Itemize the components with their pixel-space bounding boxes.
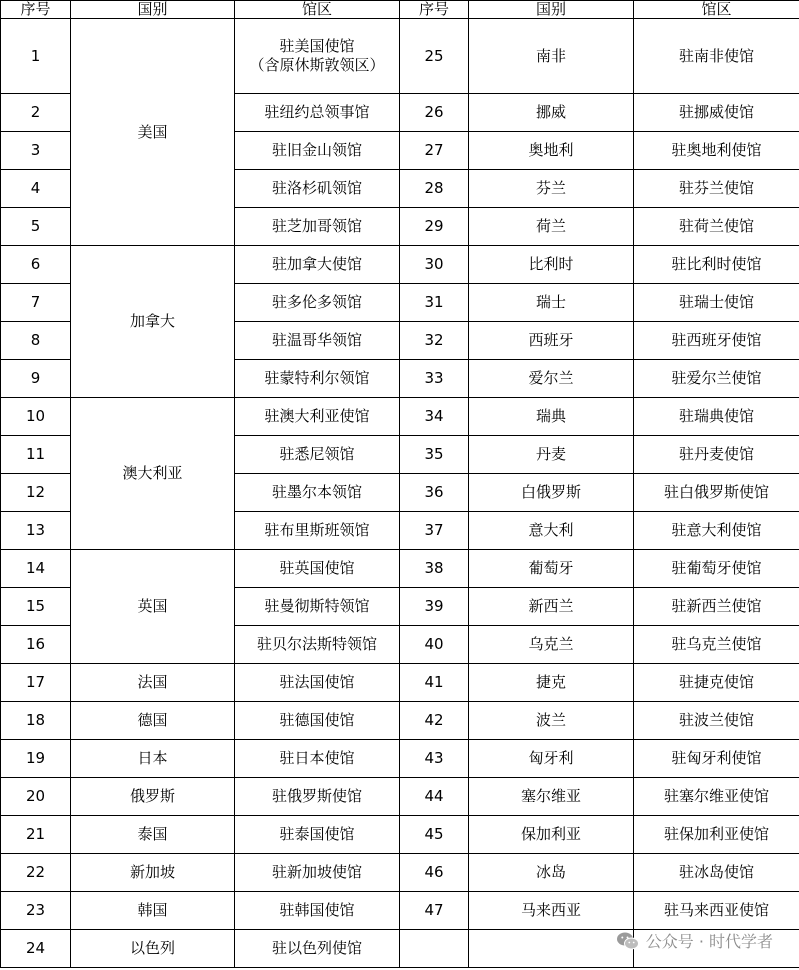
row-number: 45 [400,816,469,854]
mission-cell: 驻曼彻斯特领馆 [235,588,400,626]
row-number: 10 [1,398,71,436]
country-cell: 奥地利 [469,132,634,170]
row-number: 21 [1,816,71,854]
row-number: 11 [1,436,71,474]
mission-cell: 驻以色列使馆 [235,930,400,968]
mission-cell: 驻洛杉矶领馆 [235,170,400,208]
header-no-right: 序号 [400,1,469,19]
country-cell: 荷兰 [469,208,634,246]
table-row [1,778,799,816]
row-number: 22 [1,854,71,892]
country-cell: 新西兰 [469,588,634,626]
row-number: 3 [1,132,71,170]
mission-cell: 驻南非使馆 [634,19,799,94]
row-number: 5 [1,208,71,246]
row-number: 36 [400,474,469,512]
country-cell: 爱尔兰 [469,360,634,398]
country-cell: 塞尔维亚 [469,778,634,816]
mission-cell: 驻加拿大使馆 [235,246,400,284]
row-number: 27 [400,132,469,170]
mission-cell: 驻韩国使馆 [235,892,400,930]
mission-cell: 驻蒙特利尔领馆 [235,360,400,398]
row-number: 47 [400,892,469,930]
row-number: 19 [1,740,71,778]
wechat-icon [616,931,640,951]
mission-cell: 驻澳大利亚使馆 [235,398,400,436]
row-number: 35 [400,436,469,474]
table-row [1,892,799,930]
row-number: 44 [400,778,469,816]
header-mission-left: 馆区 [235,1,400,19]
country-cell: 日本 [71,740,235,778]
header-country-left: 国别 [71,1,235,19]
country-cell: 白俄罗斯 [469,474,634,512]
mission-cell: 驻冰岛使馆 [634,854,799,892]
country-cell: 比利时 [469,246,634,284]
row-number: 2 [1,94,71,132]
country-cell: 冰岛 [469,854,634,892]
country-cell: 马来西亚 [469,892,634,930]
table-row [1,854,799,892]
row-number: 17 [1,664,71,702]
mission-cell: 驻纽约总领事馆 [235,94,400,132]
table-row [1,664,799,702]
mission-cell: 驻悉尼领馆 [235,436,400,474]
country-cell: 俄罗斯 [71,778,235,816]
row-number: 15 [1,588,71,626]
mission-cell: 驻旧金山领馆 [235,132,400,170]
mission-cell: 驻丹麦使馆 [634,436,799,474]
mission-note: （含原休斯敦领区） [249,56,385,74]
mission-cell: 驻西班牙使馆 [634,322,799,360]
country-cell: 葡萄牙 [469,550,634,588]
row-number: 46 [400,854,469,892]
table-row [1,246,799,284]
country-cell: 挪威 [469,94,634,132]
header-no-left: 序号 [1,1,71,19]
mission-cell: 驻波兰使馆 [634,702,799,740]
row-number: 20 [1,778,71,816]
country-cell: 芬兰 [469,170,634,208]
mission-cell: 驻芬兰使馆 [634,170,799,208]
table-row [1,816,799,854]
mission-cell: 驻奥地利使馆 [634,132,799,170]
row-number: 9 [1,360,71,398]
row-number: 33 [400,360,469,398]
country-cell: 瑞典 [469,398,634,436]
table-row [1,19,799,94]
mission-cell: 驻马来西亚使馆 [634,892,799,930]
row-number: 29 [400,208,469,246]
mission-cell [235,19,400,94]
country-cell-merged: 加拿大 [71,246,235,398]
mission-cell: 驻葡萄牙使馆 [634,550,799,588]
mission-cell: 驻白俄罗斯使馆 [634,474,799,512]
mission-cell: 驻瑞士使馆 [634,284,799,322]
row-number: 32 [400,322,469,360]
row-number: 16 [1,626,71,664]
row-number: 25 [400,19,469,94]
country-cell: 匈牙利 [469,740,634,778]
row-number: 43 [400,740,469,778]
row-number [400,930,469,968]
mission-cell: 驻挪威使馆 [634,94,799,132]
country-cell [469,930,634,968]
mission-cell: 驻俄罗斯使馆 [235,778,400,816]
country-cell-merged: 英国 [71,550,235,664]
row-number: 41 [400,664,469,702]
country-cell: 德国 [71,702,235,740]
row-number: 40 [400,626,469,664]
row-number: 4 [1,170,71,208]
row-number: 6 [1,246,71,284]
watermark [616,929,773,952]
row-number: 24 [1,930,71,968]
mission-cell: 驻芝加哥领馆 [235,208,400,246]
row-number: 39 [400,588,469,626]
table-row [1,550,799,588]
row-number: 31 [400,284,469,322]
row-number: 14 [1,550,71,588]
watermark-text: 公众号 · 时代学者 [645,932,773,951]
mission-cell: 驻新加坡使馆 [235,854,400,892]
row-number: 13 [1,512,71,550]
row-number: 37 [400,512,469,550]
mission-cell: 驻德国使馆 [235,702,400,740]
mission-cell: 驻泰国使馆 [235,816,400,854]
country-cell: 乌克兰 [469,626,634,664]
table-row [1,398,799,436]
country-cell-merged: 美国 [71,19,235,246]
row-number: 34 [400,398,469,436]
row-number: 38 [400,550,469,588]
mission-cell: 驻比利时使馆 [634,246,799,284]
mission-cell: 驻保加利亚使馆 [634,816,799,854]
country-cell: 新加坡 [71,854,235,892]
country-cell: 西班牙 [469,322,634,360]
mission-cell: 驻温哥华领馆 [235,322,400,360]
row-number: 23 [1,892,71,930]
row-number: 42 [400,702,469,740]
mission-cell: 驻荷兰使馆 [634,208,799,246]
mission-cell: 驻新西兰使馆 [634,588,799,626]
mission-cell: 驻爱尔兰使馆 [634,360,799,398]
table-header-row [1,1,799,19]
mission-cell: 驻意大利使馆 [634,512,799,550]
country-cell: 以色列 [71,930,235,968]
country-cell: 丹麦 [469,436,634,474]
row-number: 1 [1,19,71,94]
country-cell: 法国 [71,664,235,702]
mission-cell: 驻匈牙利使馆 [634,740,799,778]
country-cell: 泰国 [71,816,235,854]
mission-cell: 驻墨尔本领馆 [235,474,400,512]
row-number: 7 [1,284,71,322]
country-cell: 瑞士 [469,284,634,322]
header-country-right: 国别 [469,1,634,19]
row-number: 18 [1,702,71,740]
country-cell: 韩国 [71,892,235,930]
row-number: 8 [1,322,71,360]
mission-cell: 驻日本使馆 [235,740,400,778]
mission-cell: 驻法国使馆 [235,664,400,702]
mission-cell: 驻多伦多领馆 [235,284,400,322]
mission-cell: 驻英国使馆 [235,550,400,588]
row-number: 28 [400,170,469,208]
country-cell: 捷克 [469,664,634,702]
header-mission-right: 馆区 [634,1,799,19]
table-row [1,740,799,778]
mission-cell: 驻瑞典使馆 [634,398,799,436]
row-number: 12 [1,474,71,512]
country-cell: 波兰 [469,702,634,740]
mission-name: 驻美国使馆 [279,37,355,55]
row-number: 26 [400,94,469,132]
country-cell: 保加利亚 [469,816,634,854]
mission-cell: 驻乌克兰使馆 [634,626,799,664]
country-cell: 南非 [469,19,634,94]
row-number: 30 [400,246,469,284]
country-cell: 意大利 [469,512,634,550]
mission-cell: 驻布里斯班领馆 [235,512,400,550]
mission-cell: 驻捷克使馆 [634,664,799,702]
mission-cell: 驻贝尔法斯特领馆 [235,626,400,664]
country-cell-merged: 澳大利亚 [71,398,235,550]
table-row [1,702,799,740]
mission-cell: 驻塞尔维亚使馆 [634,778,799,816]
